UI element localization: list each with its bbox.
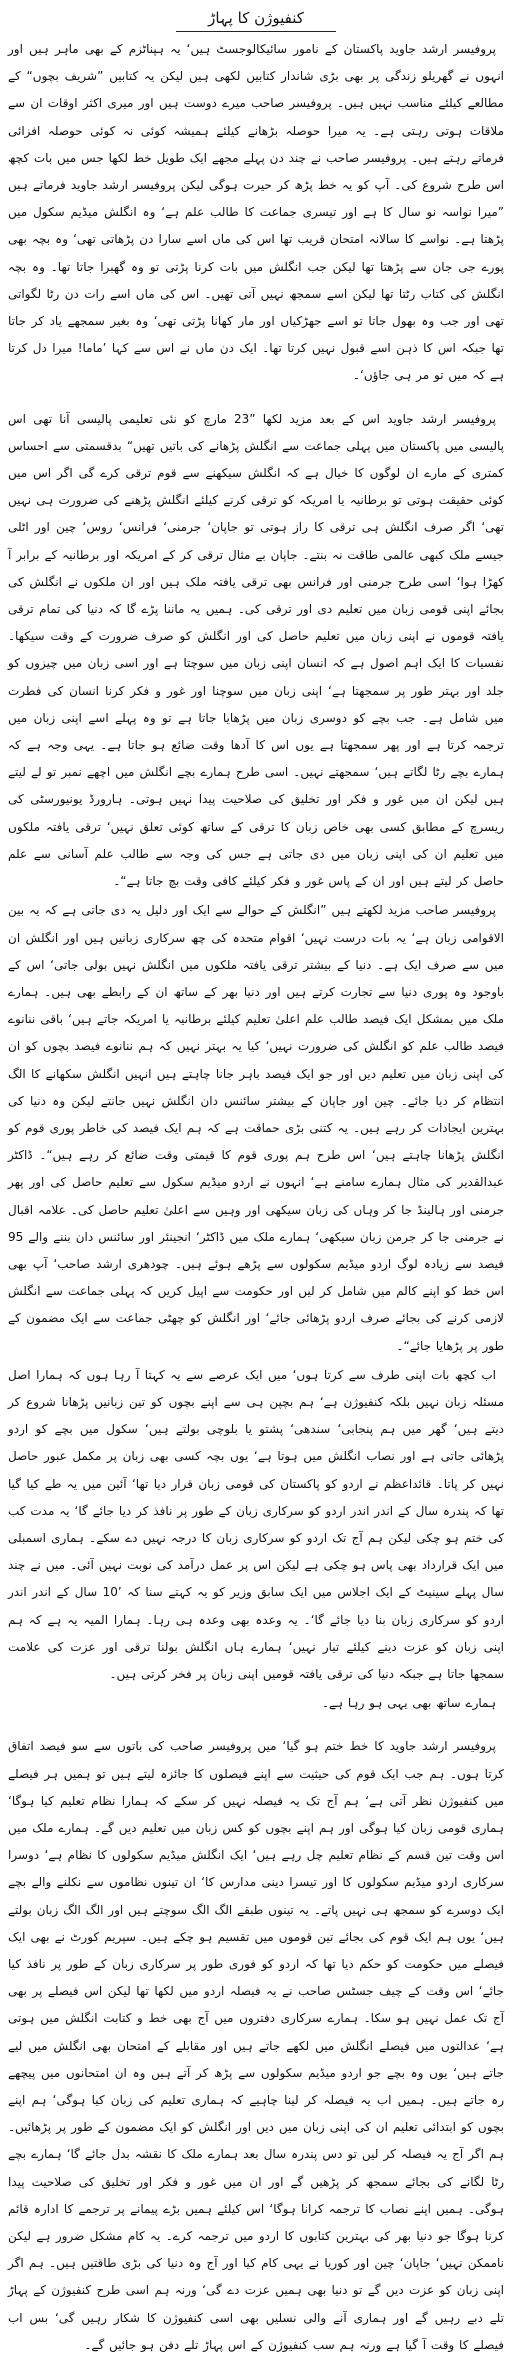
paragraph-international-language: پروفیسر صاحب مزید لکھتے ہیں ”انگلش کے حوالے سے ایک اور دلیل یہ دی جاتی ہے کہ یہ بین الاقوامی زبان ہے‘ یہ بات درست نہیں‘ اقوام متحدہ کی چھ سرکاری زبانیں ہیں اور انگلش ان میں سے صرف ایک ہے۔ دنیا کے بیشتر ترقی یافتہ ملکوں میں انگلش نہیں بولی جاتی‘ اس کے باوجود وہ پوری دنیا سے تجارت کرتے ہیں اور دنیا بھر کے ساتھ ان کے رابطے بھی ہیں۔ ہمارے ملک میں بمشکل ایک فیصد طالب علم اعلیٰ تعلیم کیلئے برطانیہ یا امریکہ جاتے ہیں‘ باقی ننانوے فیصد طالب علم کو انگلش کی ضرورت نہیں‘ کیا یہ بہتر نہیں کہ ہم ننانوے فیصد بچوں کو ان کی اپنی زبان میں تعلیم دیں اور جو ایک فیصد باہر جانا چاہتے ہیں انہیں انگلش سکھانے کا الگ انتظام کر دیا جائے۔ چین اور جاپان کے بیشتر سائنس دان انگلش نہیں جانتے لیکن وہ دنیا کی بہترین ایجادات کر رہے ہیں۔ یہ کتنی بڑی حماقت ہے کہ ہم ایک فیصد کی خاطر پوری قوم کو انگلش پڑھانا چاہتے ہیں‘ اس طرح ہم پوری قوم کا قیمتی وقت ضائع کر رہے ہیں“۔ ڈاکٹر عبدالقدیر کی مثال ہمارے سامنے ہے‘ انہوں نے اردو میڈیم سکول سے تعلیم حاصل کی اور پھر جرمنی اور ہالینڈ جا کر وہاں کی زبان سیکھی اور وہیں سے اعلیٰ تعلیم حاصل کی۔ علامہ اقبال نے جرمنی جا کر جرمن زبان سیکھی‘ ہمارے ملک میں ڈاکٹر‘ انجینئر اور سائنس دان بننے والے 95 فیصد سے زیادہ لوگ اردو میڈیم سکولوں سے پڑھے ہوئے ہیں۔ چودھری ارشد صاحب‘ آپ بھی اس خط کو اپنے کالم میں شامل کر لیں اور حکومت سے اپیل کریں کہ پہلی جماعت سے انگلش لازمی کرنے کی بجائے صرف اردو پڑھائی جائے‘ اور انگلش کو چھٹی جماعت سے ایک مضمون کے طور پر پڑھایا جائے“۔ bbox=[8, 903, 504, 1353]
article-body bbox=[8, 36, 504, 2359]
paragraph-intro: پروفیسر ارشد جاوید پاکستان کے نامور سائیکالوجسٹ ہیں‘ یہ ہپناٹزم کے بھی ماہر ہیں اور انہوں نے گھریلو زندگی پر بھی بڑی شاندار کتابیں لکھی ہیں لیکن یہ کتابیں ”شریف بچوں“ کے مطالعے کیلئے مناسب نہیں ہیں۔ پروفیسر صاحب میرے دوست ہیں اور میری اکثر اوقات ان سے ملاقات ہوتی رہتی ہے۔ یہ میرا حوصلہ بڑھانے کیلئے ہمیشہ کوئی نہ کوئی حوصلہ افزائی فرماتے رہتے ہیں۔ پروفیسر صاحب نے چند دن پہلے مجھے ایک طویل خط لکھا جس میں بات کچھ اس طرح شروع کی۔ آپ کو یہ خط پڑھ کر حیرت ہوگی لیکن پروفیسر ارشد جاوید فرماتے ہیں ”میرا نواسہ نو سال کا ہے اور تیسری جماعت کا طالب علم ہے‘ وہ انگلش میڈیم سکول میں پڑھتا ہے۔ نواسے کا سالانہ امتحان قریب تھا اس کی ماں اسے سارا دن پڑھاتی تھی‘ وہ بچہ بھی پورے جی جان سے پڑھتا تھا لیکن جب انگلش میں بات کرنا پڑتی تو وہ گھبرا جاتا تھا۔ وہ بچہ انگلش کی کتاب رٹتا تھا لیکن اسے سمجھ نہیں آتی تھیں۔ اس کی ماں اسے رات دن رٹا لگواتی تھی اور جب وہ بھول جاتا تو اسے جھڑکیاں اور مار کھانا پڑتی تھی‘ وہ بغیر سمجھے یاد کر جاتا تھا جبکہ اس کا ذہن اسے قبول نہیں کرتا تھا۔ ایک دن ماں نے اس سے کہا ’ماما! میرا دل کرتا ہے کہ میں تو مر ہی جاؤں‘۔ bbox=[8, 42, 504, 383]
paragraph-author-view: اب کچھ بات اپنی طرف سے کرتا ہوں‘ میں ایک عرصے سے یہ کہتا آ رہا ہوں کہ ہمارا اصل مسئلہ زبان نہیں بلکہ کنفیوژن ہے‘ ہم بچپن ہی سے اپنے بچوں کو تین زبانیں پڑھانا شروع کر دیتے ہیں‘ گھر میں ہم پنجابی‘ سندھی‘ پشتو یا بلوچی بولتے ہیں‘ سکول میں بچے کو اردو پڑھائی جاتی ہے اور نصاب انگلش میں ہوتا ہے‘ یوں بچہ کسی بھی زبان پر مکمل عبور حاصل نہیں کر پاتا۔ قائداعظم نے اردو کو پاکستان کی قومی زبان قرار دیا تھا‘ آئین میں یہ طے کیا گیا تھا کہ پندرہ سال کے اندر اندر اردو کو سرکاری زبان کے طور پر نافذ کر دیا جائے گا‘ یہ مدت کب کی ختم ہو چکی لیکن ہم آج تک اردو کو سرکاری زبان کا درجہ نہیں دے سکے۔ ہماری اسمبلی میں ایک قرارداد بھی پاس ہو چکی ہے لیکن اس پر عمل درآمد کی نوبت نہیں آئی۔ میں نے چند سال پہلے سینیٹ کے ایک اجلاس میں ایک سابق وزیر کو یہ کہتے سنا کہ ’10 سال کے اندر اندر اردو کو سرکاری زبان بنا دیا جائے گا‘۔ یہ وعدہ بھی وعدہ ہی رہا۔ ہمارا المیہ یہ ہے کہ ہم اپنی زبان کو عزت دینے کیلئے تیار نہیں‘ ہمارے ہاں انگلش بولنا ترقی اور عزت کی علامت سمجھا جاتا ہے جبکہ دنیا کی ترقی یافتہ قومیں اپنی زبان پر فخر کرتی ہیں۔ bbox=[8, 1367, 505, 1681]
column-title: کنفیوژن کا پہاڑ bbox=[176, 6, 336, 32]
paragraph-short-line: ہمارے ساتھ بھی یہی ہو رہا ہے۔ bbox=[321, 1696, 496, 1711]
paragraph-policy: پروفیسر ارشد جاوید اس کے بعد مزید لکھا ”23 مارچ کو نئی تعلیمی پالیسی آنا تھی اس پالیسی میں پاکستان میں پہلی جماعت سے انگلش پڑھانے کی باتیں تھیں“ بدقسمتی سے احساس کمتری کے مارے ان لوگوں کا خیال ہے کہ انگلش سیکھنے سے قوم ترقی کرے گی اگر اس میں کوئی حقیقت ہوتی تو برطانیہ یا امریکہ کو ترقی کرنے کیلئے انگلش پڑھنے کی ضرورت ہی نہیں تھی‘ اگر صرف انگلش ہی ترقی کا راز ہوتی تو جاپان‘ جرمنی‘ فرانس‘ روس‘ چین اور اٹلی جیسے ملک کبھی عالمی طاقت نہ بنتے۔ جاپان بے مثال ترقی کر کے امریکہ اور برطانیہ کے برابر آ کھڑا ہوا‘ اسی طرح جرمنی اور فرانس بھی ترقی یافتہ ملک ہیں اور ان ملکوں نے انگلش کی بجائے اپنی قومی زبان میں تعلیم دی اور ترقی کی۔ ہمیں یہ ماننا پڑے گا کہ دنیا کی تمام ترقی یافتہ قوموں نے اپنی زبان میں تعلیم حاصل کی اور انگلش کو صرف ضرورت کے وقت سیکھا۔ نفسیات کا ایک اہم اصول ہے کہ انسان اپنی زبان میں سوچتا ہے اور اسی زبان میں چیزوں کو جلد اور بہتر طور پر سمجھتا ہے‘ اپنی زبان میں سوچنا اور غور و فکر کرنا انسان کی فطرت میں شامل ہے۔ جب بچے کو دوسری زبان میں پڑھایا جاتا ہے تو وہ پہلے اسے اپنی زبان میں ترجمہ کرتا ہے اور پھر سمجھتا ہے یوں اس کا آدھا وقت ضائع ہو جاتا ہے۔ یہی وجہ ہے کہ ہمارے بچے رٹا لگاتے ہیں‘ سمجھتے نہیں۔ اسی طرح ہمارے بچے انگلش میں اچھے نمبر تو لے لیتے ہیں لیکن ان میں غور و فکر اور تخلیق کی صلاحیت پیدا نہیں ہوتی۔ ہارورڈ یونیورسٹی کی ریسرچ کے مطابق کسی بھی خاص زبان کا ترقی کے ساتھ کوئی تعلق نہیں‘ ترقی یافتہ ملکوں میں تعلیم ان کی اپنی زبان میں دی جاتی ہے جس کی وجہ سے طالب علم آسانی سے علم حاصل کر لیتے ہیں اور ان کے پاس غور و فکر کیلئے کافی وقت بچ جاتا ہے“۔ bbox=[8, 411, 504, 889]
paragraph-conclusion: پروفیسر ارشد جاوید کا خط ختم ہو گیا‘ میں پروفیسر صاحب کی باتوں سے سو فیصد اتفاق کرتا ہوں۔ ہم جب ایک قوم کی حیثیت سے اپنے فیصلوں کا جائزہ لیتے ہیں تو ہمیں ہر فیصلے میں کنفیوژن نظر آتی ہے‘ ہم آج تک یہ فیصلہ نہیں کر سکے کہ ہمارا نظام تعلیم کیا ہوگا‘ ہماری قومی زبان کیا ہوگی اور ہم اپنے بچوں کو کس زبان میں تعلیم دیں گے۔ ہمارے ملک میں اس وقت تین قسم کے نظام تعلیم چل رہے ہیں‘ ایک انگلش میڈیم سکولوں کا نظام ہے‘ دوسرا سرکاری اردو میڈیم سکولوں کا اور تیسرا دینی مدارس کا‘ ان تینوں نظاموں سے نکلنے والے بچے ایک دوسرے کو سمجھ ہی نہیں پاتے۔ یہ تینوں طبقے الگ الگ سوچتے ہیں اور الگ الگ زبان بولتے ہیں‘ یوں ہم ایک قوم کی بجائے تین قوموں میں تقسیم ہو چکے ہیں۔ سپریم کورٹ نے بھی ایک فیصلے میں حکومت کو حکم دیا تھا کہ اردو کو فوری طور پر سرکاری زبان کے طور پر نافذ کیا جائے‘ اس وقت کے چیف جسٹس صاحب نے یہ فیصلہ اردو میں لکھا تھا لیکن اس فیصلے پر بھی آج تک عمل نہیں ہو سکا۔ ہمارے سرکاری دفتروں میں آج بھی خط و کتابت انگلش میں ہوتی ہے‘ عدالتوں میں فیصلے انگلش میں لکھے جاتے ہیں اور مقابلے کے امتحان بھی انگلش میں لیے جاتے ہیں‘ یوں وہ بچے جو اردو میڈیم سکولوں سے پڑھ کر آتے ہیں وہ ان امتحانوں میں پیچھے رہ جاتے ہیں۔ ہمیں اب یہ فیصلہ کر لینا چاہیے کہ ہماری تعلیم کی زبان کیا ہوگی‘ ہم اپنے بچوں کو ابتدائی تعلیم ان کی اپنی زبان میں دیں اور انگلش کو ایک مضمون کے طور پر پڑھائیں۔ ہم اگر آج یہ فیصلہ کر لیں تو دس پندرہ سال بعد ہمارے ملک کا نقشہ بدل جائے گا‘ ہمارے بچے رٹا لگانے کی بجائے سمجھ کر پڑھیں گے اور ان میں غور و فکر اور تخلیق کی صلاحیت پیدا ہوگی۔ ہمیں اپنے نصاب کا ترجمہ کرانا ہوگا‘ اس کیلئے ہمیں بڑے پیمانے پر ترجمے کا ادارہ قائم کرنا ہوگا جو دنیا بھر کی بہترین کتابوں کا اردو میں ترجمہ کرے۔ یہ کام مشکل ضرور ہے لیکن ناممکن نہیں‘ جاپان‘ چین اور کوریا نے یہی کام کیا اور آج وہ دنیا کی بڑی طاقتیں ہیں۔ ہم اگر اپنی زبان کو عزت دیں گے تو دنیا بھی ہمیں عزت دے گی‘ ورنہ ہم اسی طرح کنفیوژن کے پہاڑ تلے دبے رہیں گے اور ہماری آنے والی نسلیں بھی اسی کنفیوژن کا شکار رہیں گی‘ بس اب فیصلے کا وقت آ گیا ہے ورنہ ہم سب کنفیوژن کے اس پہاڑ تلے دفن ہو جائیں گے۔ bbox=[8, 1739, 504, 2352]
